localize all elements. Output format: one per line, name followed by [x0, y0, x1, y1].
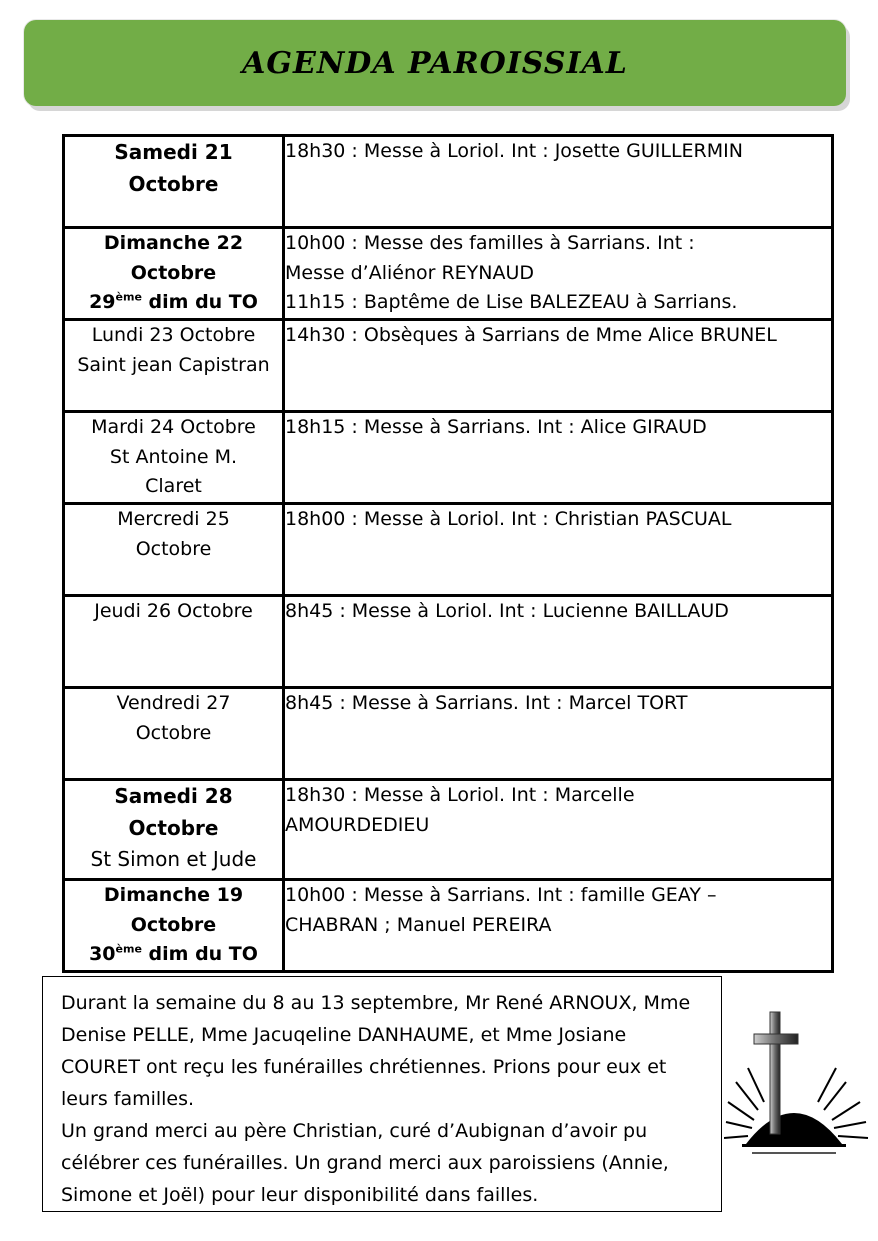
day-label-line: Saint jean Capistran: [77, 353, 270, 376]
event-line: 18h30 : Messe à Loriol. Int : Marcelle: [285, 784, 635, 806]
agenda-row: [64, 412, 833, 504]
agenda-day-cell: [64, 880, 284, 972]
agenda-row: [64, 780, 833, 880]
page-title: AGENDA PAROISSIAL: [242, 45, 628, 81]
day-label-line: Claret: [145, 475, 202, 497]
event-line: 10h00 : Messe à Sarrians. Int : famille GEAY –: [285, 884, 717, 906]
agenda-day-cell: [64, 688, 284, 780]
day-label-line: Octobre: [135, 721, 212, 744]
agenda-events-cell: [284, 880, 833, 972]
agenda-events-cell: [284, 688, 833, 780]
agenda-row: [64, 228, 833, 320]
day-label-line: Jeudi 26 Octobre: [94, 600, 253, 622]
agenda-events-cell: [284, 412, 833, 504]
event-line: 8h45 : Messe à Sarrians. Int : Marcel TORT: [285, 692, 688, 714]
agenda-events-cell: [284, 596, 833, 688]
agenda-row: [64, 136, 833, 228]
day-label-line: St Simon et Jude: [90, 847, 257, 871]
announcement-box: [42, 976, 722, 1212]
event-line: 8h45 : Messe à Loriol. Int : Lucienne BAILLAUD: [285, 600, 729, 622]
announcement-paragraph: Un grand merci au père Christian, curé d’Aubignan d’avoir pu célébrer ces funérailles. Un grand merci aux paroissiens (Annie, Simone et Joël) pour leur disponibilité dans failles.: [61, 1120, 669, 1206]
day-label-line: Octobre: [135, 537, 212, 560]
day-label-line: Octobre: [128, 815, 219, 840]
event-line: CHABRAN ; Manuel PEREIRA: [285, 913, 552, 936]
day-label-line: 30ème dim du TO: [89, 942, 258, 965]
agenda-day-cell: [64, 780, 284, 880]
agenda-day-cell: [64, 136, 284, 228]
agenda-events-cell: [284, 504, 833, 596]
announcement-paragraph: Durant la semaine du 8 au 13 septembre, Mr René ARNOUX, Mme Denise PELLE, Mme Jacuqeline DANHAUME, et Mme Josiane COURET ont reçu les funérailles chrétiennes. Prions pour eux et leurs familles.: [61, 992, 691, 1110]
day-label-line: Samedi 21: [114, 140, 233, 164]
day-label-line: Dimanche 22: [103, 232, 244, 254]
day-label-line: Samedi 28: [114, 784, 233, 808]
day-label-line: Mardi 24 Octobre: [91, 416, 256, 438]
day-label-line: Dimanche 19: [103, 884, 244, 906]
agenda-row: [64, 596, 833, 688]
day-label-line: Lundi 23 Octobre: [91, 324, 256, 346]
agenda-table: [62, 134, 834, 973]
agenda-row: [64, 504, 833, 596]
day-label-line: Octobre: [130, 913, 217, 936]
day-label-line: Octobre: [130, 261, 217, 284]
agenda-events-cell: [284, 320, 833, 412]
agenda-events-cell: [284, 780, 833, 880]
agenda-day-cell: [64, 596, 284, 688]
event-line: 18h30 : Messe à Loriol. Int : Josette GUILLERMIN: [285, 140, 743, 162]
agenda-day-cell: [64, 228, 284, 320]
agenda-day-cell: [64, 412, 284, 504]
day-label-line: St Antoine M.: [109, 445, 238, 468]
day-label-line: Vendredi 27: [116, 692, 231, 714]
day-label-line: Mercredi 25: [117, 508, 230, 530]
agenda-row: [64, 880, 833, 972]
day-label-line: Octobre: [128, 171, 219, 196]
event-line: 14h30 : Obsèques à Sarrians de Mme Alice BRUNEL: [285, 324, 777, 346]
day-label-line: 29ème dim du TO: [89, 290, 258, 313]
event-line: 11h15 : Baptême de Lise BALEZEAU à Sarrians.: [285, 291, 738, 313]
event-line: 10h00 : Messe des familles à Sarrians. Int :: [285, 232, 695, 254]
agenda-row: [64, 688, 833, 780]
event-line: Messe d’Aliénor REYNAUD: [285, 261, 535, 284]
cross-sunrise-icon: [724, 1010, 874, 1180]
agenda-events-cell: [284, 136, 833, 228]
event-line: 18h15 : Messe à Sarrians. Int : Alice GIRAUD: [285, 416, 707, 438]
agenda-day-cell: [64, 504, 284, 596]
agenda-events-cell: [284, 228, 833, 320]
agenda-row: [64, 320, 833, 412]
agenda-day-cell: [64, 320, 284, 412]
title-banner: [24, 20, 846, 106]
event-line: 18h00 : Messe à Loriol. Int : Christian PASCUAL: [285, 508, 732, 530]
event-line: AMOURDEDIEU: [285, 813, 430, 836]
